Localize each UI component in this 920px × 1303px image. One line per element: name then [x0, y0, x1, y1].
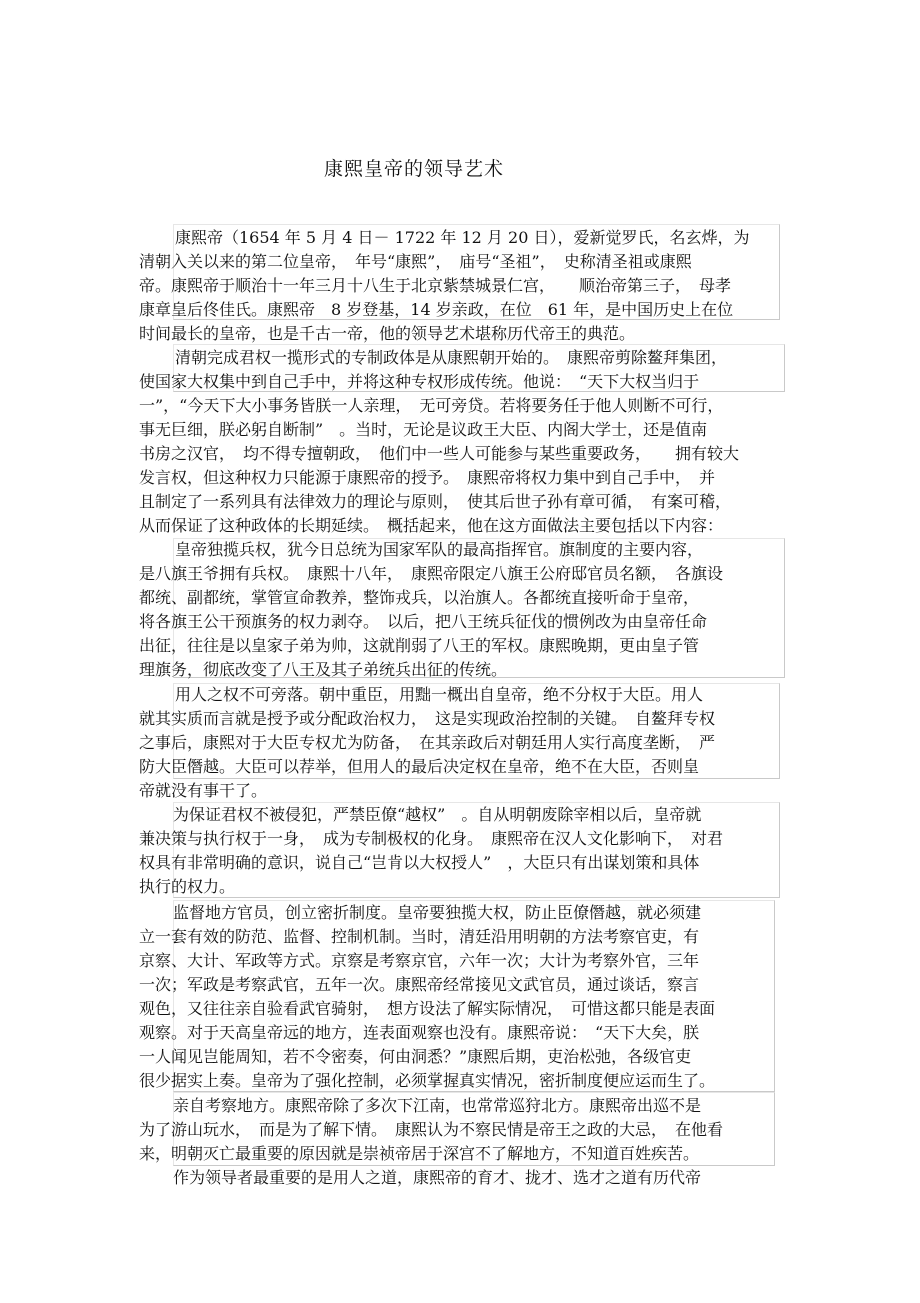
para3-line4: 将各旗王公干预旗务的权力剥夺。 以后，把八王统兵征伐的惯例改为由皇帝任命: [139, 612, 708, 631]
para1-line4: 康章皇后佟佳氏。康熙帝 8 岁登基，14 岁亲政，在位 61 年，是中国历史上在位: [139, 300, 734, 319]
para4-line3: 之事后，康熙对于大臣专权尤为防备， 在其亲政后对朝廷用人实行高度垄断， 严: [139, 733, 716, 752]
para2-line5: 书房之汉官， 均不得专擅朝政， 他们中一些人可能参与某些重要政务， 拥有较大: [139, 444, 740, 463]
para6-line8: 很少据实上奏。皇帝为了强化控制，必须掌握真实情况，密折制度便应运而生了。: [139, 1071, 716, 1090]
para7-line3: 来，明朝灭亡最重要的原因就是崇祯帝居于深宫不了解地方，不知道百姓疾苦。: [139, 1144, 700, 1163]
para6-line7: 一人闻见岂能周知，若不令密奏，何由洞悉？”康熙后期，吏治松弛，各级官吏: [139, 1047, 692, 1066]
para3-line3: 都统、副都统，掌管宣命教养，整饰戎兵，以治旗人。各都统直接听命于皇帝，: [139, 588, 700, 607]
para1-line3: 帝。康熙帝于顺治十一年三月十八生于北京紫禁城景仁宫， 顺治帝第三子， 母孝: [139, 276, 732, 295]
para6-line4: 一次；军政是考察武官，五年一次。康熙帝经常接见文武官员，通过谈话，察言: [139, 975, 700, 994]
para5-line2: 兼决策与执行权于一身， 成为专制极权的化身。 康熙帝在汉人文化影响下， 对君: [139, 829, 724, 848]
para5-line3: 权具有非常明确的意识，说自己“岂肯以大权授人” ，大臣只有出谋划策和具体: [139, 853, 700, 872]
para3-line2: 是八旗王爷拥有兵权。 康熙十八年， 康熙帝限定八旗王公府邸官员名额， 各旗设: [139, 564, 724, 583]
para3-line5: 出征，往往是以皇家子弟为帅，这就削弱了八王的军权。康熙晚期，更由皇子管: [139, 636, 700, 655]
para1-line2: 清朝入关以来的第二位皇帝， 年号“康熙”， 庙号“圣祖”， 史称清圣祖或康熙: [139, 252, 692, 271]
para6-line6: 观察。对于天高皇帝远的地方，连表面观察也没有。康熙帝说： “天下大矣，朕: [139, 1023, 700, 1042]
para5-line4: 执行的权力。: [139, 877, 236, 896]
para2-line3: 一”，“今天下大小事务皆朕一人亲理， 无可旁贷。若将要务任于他人则断不可行，: [139, 396, 724, 415]
para3-line1: 皇帝独揽兵权，犹今日总统为国家军队的最高指挥官。旗制度的主要内容，: [175, 540, 704, 559]
para2-line8: 从而保证了这种政体的长期延续。 概括起来，他在这方面做法主要包括以下内容：: [139, 516, 724, 535]
para4-line1: 用人之权不可旁落。朝中重臣，用黜一概出自皇帝，绝不分权于大臣。用人: [175, 685, 704, 704]
para4-line2: 就其实质而言就是授予或分配政治权力， 这是实现政治控制的关键。 自鳌拜专权: [139, 709, 716, 728]
para7-line1: 亲自考察地方。康熙帝除了多次下江南，也常常巡狩北方。康熙帝出巡不是: [173, 1096, 702, 1115]
para8-line1: 作为领导者最重要的是用人之道，康熙帝的育才、拢才、选才之道有历代帝: [173, 1168, 702, 1187]
para4-line4: 防大臣僭越。大臣可以荐举，但用人的最后决定权在皇帝，绝不在大臣，否则皇: [139, 757, 700, 776]
para1-line1: 康熙帝（1654 年 5 月 4 日－ 1722 年 12 月 20 日），爱新觉罗氏，名玄烨，为: [175, 228, 750, 247]
para6-line5: 观色，又往往亲自验看武官骑射， 想方设法了解实际情况， 可惜这都只能是表面: [139, 999, 716, 1018]
para3-line6: 理旗务，彻底改变了八王及其子弟统兵出征的传统。: [139, 660, 508, 679]
para2-line6: 发言权，但这种权力只能源于康熙帝的授予。 康熙帝将权力集中到自己手中， 并: [139, 468, 716, 487]
para6-line1: 监督地方官员，创立密折制度。皇帝要独揽大权，防止臣僚僭越，就必须建: [173, 903, 702, 922]
para7-line2: 为了游山玩水， 而是为了解下情。 康熙认为不察民情是帝王之政的大忌， 在他看: [139, 1120, 724, 1139]
para6-line3: 京察、大计、军政等方式。京察是考察京官，六年一次；大计为考察外官，三年: [139, 951, 700, 970]
para2-line2: 使国家大权集中到自己手中，并将这种专权形成传统。他说： “天下大权当归于: [139, 372, 700, 391]
para5-line1: 为保证君权不被侵犯，严禁臣僚“越权” 。自从明朝废除宰相以后，皇帝就: [173, 805, 702, 824]
para6-line2: 立一套有效的防范、监督、控制机制。当时，清廷沿用明朝的方法考察官吏，有: [139, 927, 700, 946]
para4-line5: 帝就没有事干了。: [139, 781, 268, 800]
page-title: 康熙皇帝的领导艺术: [323, 158, 504, 180]
para2-line1: 清朝完成君权一揽形式的专制政体是从康熙朝开始的。 康熙帝剪除鳌拜集团，: [175, 348, 728, 367]
para2-line7: 且制定了一系列具有法律效力的理论与原则， 使其后世子孙有章可循， 有案可稽，: [139, 492, 732, 511]
para1-line5: 时间最长的皇帝，也是千古一帝，他的领导艺术堪称历代帝王的典范。: [139, 324, 636, 343]
para2-line4: 事无巨细，朕必躬自断制” 。当时，无论是议政王大臣、内阁大学士，还是值南: [139, 420, 708, 439]
